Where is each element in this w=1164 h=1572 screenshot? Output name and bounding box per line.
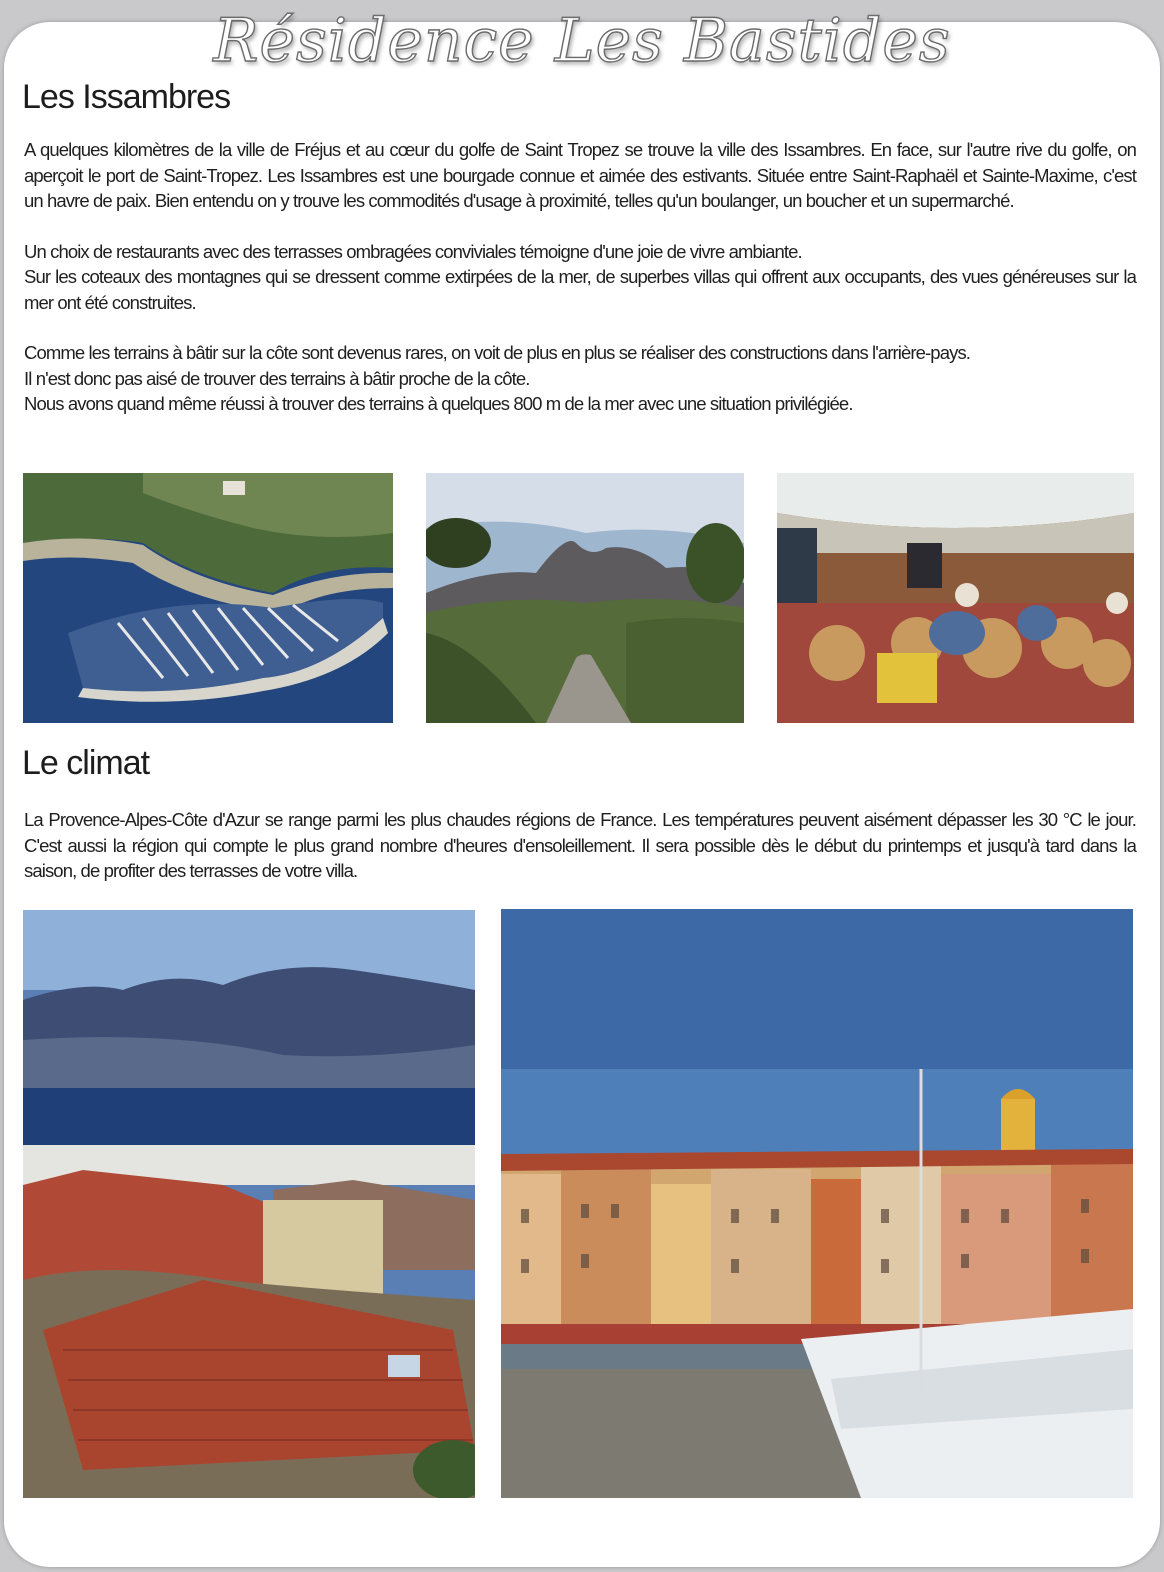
rooftops-bay-photo [23,910,475,1498]
restaurant-terrace-photo [777,473,1134,723]
section-heading-les-issambres: Les Issambres [22,78,231,116]
issambres-paragraph-2b: Sur les coteaux des montagnes qui se dressent comme extirpées de la mer, de superbes villas qui offrent aux occupants, des vues généreuses sur la mer ont été construites. [24,266,1136,313]
issambres-paragraph-1: A quelques kilomètres de la ville de Fréjus et au cœur du golfe de Saint Tropez se trouve la ville des Issambres. En face, sur l'autre rive du golfe, on aperçoit le port de Saint-Tropez. Les Issambres est une bourgade connue et aimée des estivants. Située entre Saint-Raphaël et Sainte-Maxime, c'est un havre de paix. Bien entendu on y trouve les commodités d'usage à proximité, telles qu'un boulanger, un boucher et un supermarché. [24,139,1136,211]
issambres-paragraph-3c: Nous avons quand même réussi à trouver des terrains à quelques 800 m de la mer avec une situation privilégiée. [24,393,853,414]
issambres-paragraph-3b: Il n'est donc pas aisé de trouver des terrains à bâtir proche de la côte. [24,367,530,389]
climat-paragraph-1: La Provence-Alpes-Côte d'Azur se range parmi les plus chaudes régions de France. Les températures peuvent aisément dépasser les 30 °C le jour. C'est aussi la région qui compte le plus grand nombre d'heures d'ensoleillement. Il sera possible dès le début du printemps et jusqu'à tard dans la saison, de profiter des terrasses de votre villa. [24,809,1136,881]
issambres-text [24,137,1136,417]
saint-tropez-harbour-photo [501,909,1133,1498]
aerial-marina-photo [23,473,393,723]
climat-text [24,807,1136,884]
mountain-road-photo [426,473,744,723]
brand-title: Résidence Les Bastides [213,6,951,76]
section-heading-le-climat: Le climat [22,744,150,782]
issambres-paragraph-3a: Comme les terrains à bâtir sur la côte sont devenus rares, on voit de plus en plus se réaliser des constructions dans l'arrière-pays. [24,342,971,363]
issambres-paragraph-2a: Un choix de restaurants avec des terrasses ombragées conviviales témoigne d'une joie de vivre ambiante. [24,240,802,262]
